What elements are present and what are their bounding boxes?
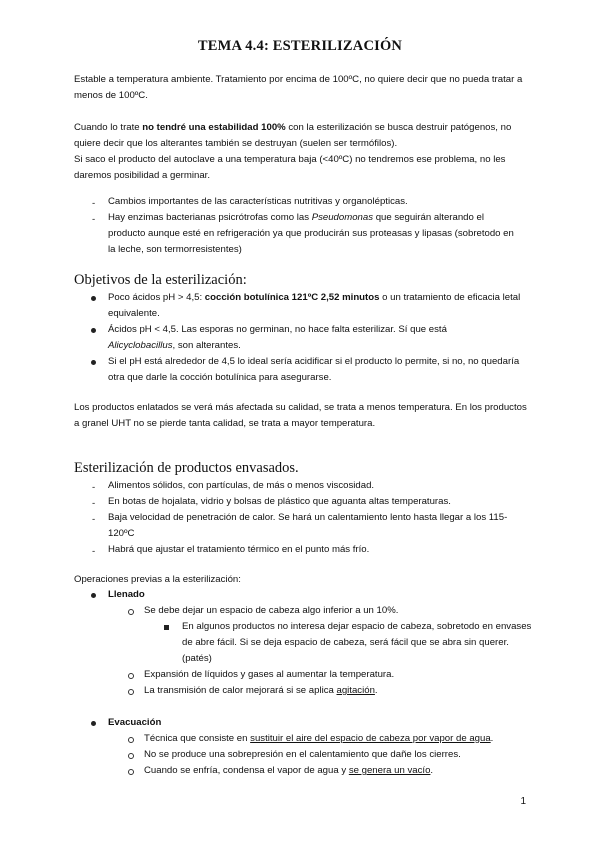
square-marker bbox=[164, 625, 169, 630]
dash-marker: - bbox=[92, 514, 96, 525]
intro-p2-pre: Cuando lo trate bbox=[74, 122, 143, 133]
intro-paragraph-3: Si saco el producto del autoclave a una temperatura baja (<40ºC) no tendremos ese problema, no les daremos posibilidad a germinar. bbox=[74, 154, 506, 181]
evacuacion-label: Evacuación bbox=[108, 717, 162, 728]
enlatados-paragraph: Los productos enlatados se verá más afectada su calidad, se trata a menos temperatura. En los productos a granel UHT no se pierde tanta calidad, se trata a mayor temperatura. bbox=[74, 402, 527, 429]
list-item-pre: Cuando se enfría, condensa el vapor de agua y bbox=[144, 765, 349, 776]
dash-marker: - bbox=[92, 214, 96, 225]
bullet-dot bbox=[91, 360, 96, 365]
circle-marker bbox=[128, 609, 134, 615]
page-number: 1 bbox=[520, 796, 526, 807]
list-item: Expansión de líquidos y gases al aumentar la temperatura. bbox=[144, 669, 395, 680]
list-item-pre: Hay enzimas bacterianas psicrótrofas como las bbox=[108, 212, 312, 223]
list-item-underlined: se genera un vacío bbox=[348, 765, 431, 776]
list-item-underlined: agitación bbox=[336, 685, 375, 696]
list-item: Baja velocidad de penetración de calor. Se hará un calentamiento lento hasta llegar a los 115-120ºC bbox=[108, 512, 508, 539]
list-item: Se debe dejar un espacio de cabeza algo inferior a un 10%. bbox=[144, 605, 399, 616]
list-item-italic: Alicyclobacillus bbox=[108, 340, 173, 351]
list-item-pre: Poco ácidos pH > 4,5: bbox=[108, 292, 205, 303]
intro-p2-bold: no tendré una estabilidad 100% bbox=[142, 122, 286, 133]
list-item bbox=[108, 290, 528, 322]
intro-paragraph-2 bbox=[74, 120, 534, 152]
bullet-dot bbox=[91, 721, 96, 726]
list-item-underlined: sustituir el aire del espacio de cabeza por vapor de agua bbox=[250, 733, 491, 744]
list-item-pre: La transmisión de calor mejorará si se aplica bbox=[144, 685, 337, 696]
list-item: Cambios importantes de las características nutritivas y organolépticas. bbox=[108, 196, 408, 207]
dash-marker: - bbox=[92, 498, 96, 509]
list-item-post: , son alterantes. bbox=[172, 340, 241, 351]
circle-marker bbox=[128, 753, 134, 759]
list-item-pre: Técnica que consiste en bbox=[144, 733, 251, 744]
circle-marker bbox=[128, 737, 134, 743]
operaciones-title: Operaciones previas a la esterilización: bbox=[74, 574, 241, 585]
page-title: TEMA 4.4: ESTERILIZACIÓN bbox=[197, 38, 403, 54]
list-item-pre: Ácidos pH < 4,5. Las esporas no germinan, no hace falta esterilizar. Sí que está bbox=[108, 324, 447, 335]
section-heading-envasados: Esterilización de productos envasados. bbox=[74, 460, 299, 476]
list-item: En algunos productos no interesa dejar espacio de cabeza, sobretodo en envases de abre fácil. Si se deja espacio de cabeza, será fácil que se abra sin querer. (patés) bbox=[182, 621, 532, 664]
llenado-label: Llenado bbox=[108, 589, 145, 600]
list-item: Habrá que ajustar el tratamiento térmico en el punto más frío. bbox=[108, 544, 370, 555]
section-heading-objetivos: Objetivos de la esterilización: bbox=[74, 272, 247, 288]
list-item-post: . bbox=[430, 765, 434, 776]
list-item bbox=[144, 683, 534, 699]
intro-paragraph-1: Estable a temperatura ambiente. Tratamiento por encima de 100ºC, no quiere decir que no pueda tratar a menos de 100ºC. bbox=[74, 74, 523, 101]
list-item: Si el pH está alrededor de 4,5 lo ideal sería acidificar si el producto lo permite, si no, no quedaría otra que darle la cocción botulínica para asegurarse. bbox=[108, 356, 520, 383]
list-item: En botas de hojalata, vidrio y bolsas de plástico que aguanta altas temperaturas. bbox=[108, 496, 451, 507]
list-item: Alimentos sólidos, con partículas, de más o menos viscosidad. bbox=[108, 480, 375, 491]
dash-marker: - bbox=[92, 546, 96, 557]
list-item bbox=[144, 763, 534, 779]
circle-marker bbox=[128, 689, 134, 695]
dash-marker: - bbox=[92, 198, 96, 209]
list-item bbox=[144, 731, 534, 747]
list-item-bold: cocción botulínica 121ºC 2,52 minutos bbox=[204, 292, 380, 303]
circle-marker bbox=[128, 769, 134, 775]
list-item: No se produce una sobrepresión en el calentamiento que dañe los cierres. bbox=[144, 749, 461, 760]
circle-marker bbox=[128, 673, 134, 679]
list-item-post: o un tratamiento de eficacia letal equivalente. bbox=[108, 292, 521, 319]
dash-marker: - bbox=[92, 482, 96, 493]
list-item bbox=[108, 210, 518, 258]
list-item-post: . bbox=[490, 733, 494, 744]
intro-p2-post: con la esterilización se busca destruir patógenos, no quiere decir que los alterantes también se destruyan (suelen ser termófilos). bbox=[74, 122, 512, 149]
bullet-dot bbox=[91, 593, 96, 598]
list-item-post: . bbox=[374, 685, 378, 696]
list-item-post: que seguirán alterando el producto aunque esté en refrigeración ya que producirán sus proteasas y lipasas (sobretodo en la leche, son termorresistentes) bbox=[108, 212, 514, 255]
list-item-italic: Pseudomonas bbox=[311, 212, 374, 223]
bullet-dot bbox=[91, 296, 96, 301]
list-item bbox=[108, 322, 488, 354]
bullet-dot bbox=[91, 328, 96, 333]
